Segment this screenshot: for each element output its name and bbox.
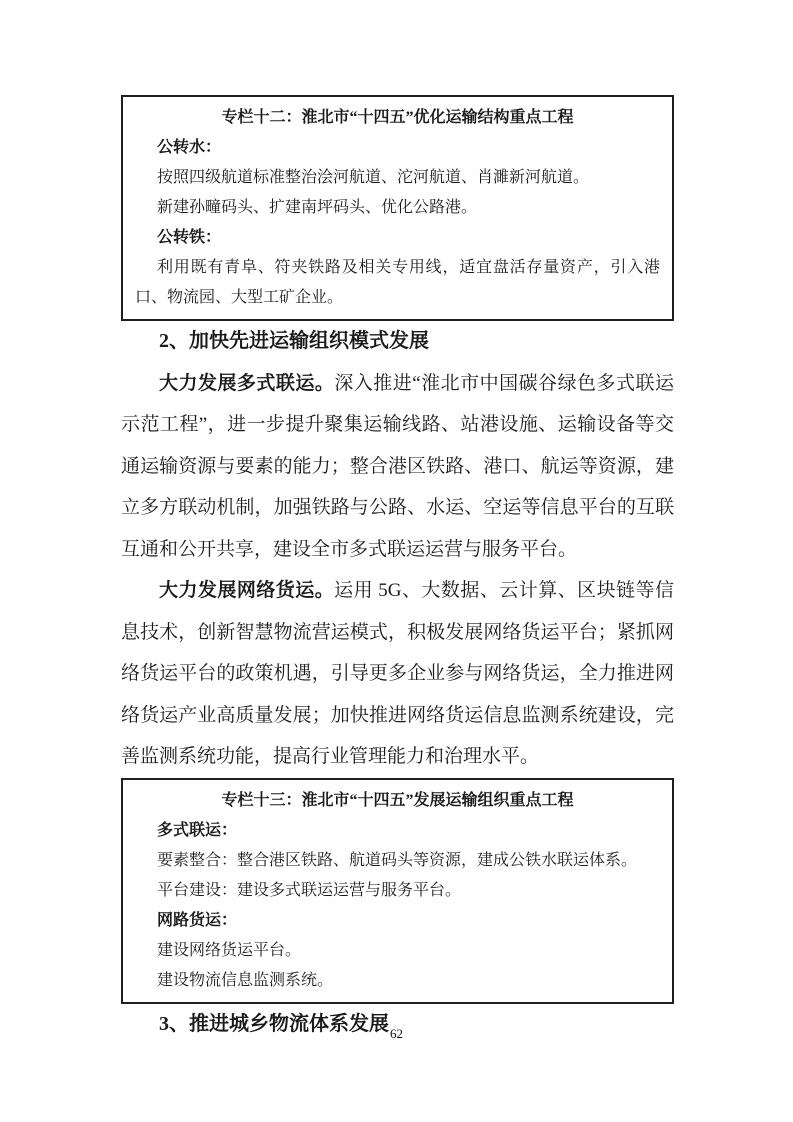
panel-twelve-water-item: 新建孙疃码头、扩建南坪码头、优化公路港。 [157,199,478,216]
paragraph-multimodal [121,363,674,571]
panel-twelve-title: 专栏十二：淮北市“十四五”优化运输结构重点工程 [221,109,574,126]
panel-twelve-water-item: 按照四级航道标准整治浍河航道、沱河航道、肖濉新河航道。 [157,169,590,186]
panel-column-thirteen [121,778,674,1004]
panel-twelve-rail-heading: 公转铁： [157,229,222,246]
section-heading-3: 3、推进城乡物流体系发展 [159,1012,389,1035]
paragraph-network-freight-lead: 大力发展网络货运。 [159,580,335,601]
panel-thirteen-multimodal-item: 平台建设：建设多式联运运营与服务平台。 [157,881,462,899]
panel-thirteen-title: 专栏十三：淮北市“十四五”发展运输组织重点工程 [221,791,574,809]
page-number: 62 [390,1026,403,1041]
paragraph-network-freight [121,570,674,778]
page-content [121,95,674,1045]
panel-thirteen-multimodal-item: 要素整合：整合港区铁路、航道码头等资源，建成公铁水联运体系。 [157,851,638,869]
panel-column-twelve [121,95,674,321]
panel-thirteen-freight-heading: 网路货运： [157,911,238,929]
paragraph-multimodal-lead: 大力发展多式联运。 [159,372,335,394]
panel-twelve-water-heading: 公转水： [157,139,222,156]
panel-thirteen-freight-item: 建设物流信息监测系统。 [157,971,334,989]
section-heading-2: 2、加快先进运输组织模式发展 [159,330,429,352]
paragraph-multimodal-body: 深入推进“淮北市中国碳谷绿色多式联运示范工程”，进一步提升聚集运输线路、站港设施、运输设备等交通运输资源与要素的能力；整合港区铁路、港口、航运等资源，建立多方联动机制，加强铁路与公路、水运、空运等信息平台的互联互通和公开共享，建设全市多式联运运营与服务平台。 [121,372,674,560]
panel-twelve-rail-item: 利用既有青阜、符夹铁路及相关专用线，适宜盘活存量资产，引入港口、物流园、大型工矿企业。 [135,259,660,306]
paragraph-network-freight-body: 运用 5G、大数据、云计算、区块链等信息技术，创新智慧物流营运模式，积极发展网络货运平台；紧抓网络货运平台的政策机遇，引导更多企业参与网络货运，全力推进网络货运产业高质量发展；加快推进网络货运信息监测系统建设，完善监测系统功能，提高行业管理能力和治理水平。 [121,580,674,767]
panel-thirteen-freight-item: 建设网络货运平台。 [157,941,302,959]
panel-thirteen-multimodal-heading: 多式联运： [157,821,238,839]
